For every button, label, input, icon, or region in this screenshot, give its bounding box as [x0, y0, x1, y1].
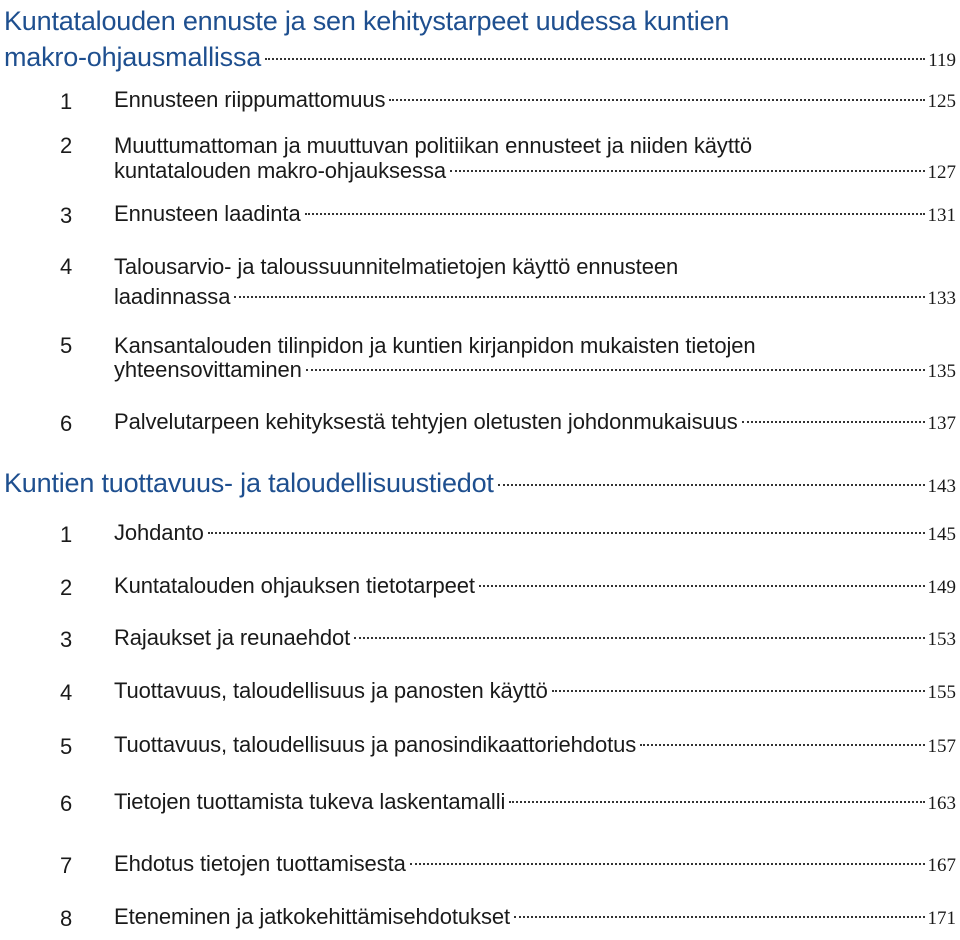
- item-number: 4: [60, 254, 73, 279]
- toc-entry[interactable]: [114, 851, 956, 883]
- page-number: 149: [927, 577, 956, 598]
- item-number: 3: [60, 627, 73, 652]
- entry-title: yhteensovittaminen: [114, 357, 302, 382]
- item-number: 4: [60, 680, 73, 705]
- toc-entry[interactable]: [114, 409, 956, 441]
- toc-entry[interactable]: [114, 573, 956, 605]
- entry-title: Tietojen tuottamista tukeva laskentamalli: [114, 789, 506, 814]
- dot-leader: [354, 637, 924, 639]
- toc-entry[interactable]: [114, 87, 956, 119]
- entry-title: Tuottavuus, taloudellisuus ja panosindikaattoriehdotus: [114, 732, 637, 757]
- item-number: 6: [60, 411, 73, 436]
- entry-title: Kuntatalouden ohjauksen tietotarpeet: [114, 573, 475, 598]
- dot-leader: [498, 484, 925, 486]
- entry-title: kuntatalouden makro-ohjauksessa: [114, 158, 446, 183]
- page-number: 133: [927, 288, 956, 309]
- dot-leader: [450, 170, 925, 172]
- section-title: Kuntatalouden ennuste ja sen kehitystarpeet uudessa kuntien: [4, 6, 730, 36]
- item-number: 2: [60, 575, 73, 600]
- dot-leader: [640, 744, 924, 746]
- item-number: 2: [60, 133, 73, 158]
- entry-title: Muuttumattoman ja muuttuvan politiikan ennusteet ja niiden käyttö: [114, 133, 752, 158]
- entry-title: Ennusteen laadinta: [114, 201, 301, 226]
- item-number: 7: [60, 853, 73, 878]
- toc-entry[interactable]: [114, 158, 956, 190]
- dot-leader: [389, 99, 924, 101]
- item-number: 8: [60, 906, 73, 931]
- entry-title: Tuottavuus, taloudellisuus ja panosten käyttö: [114, 678, 548, 703]
- dot-leader: [410, 863, 925, 865]
- entry-title: Kansantalouden tilinpidon ja kuntien kirjanpidon mukaisten tietojen: [114, 333, 756, 358]
- page-number: 145: [927, 524, 956, 545]
- page-number: 167: [927, 855, 956, 876]
- page-number: 135: [927, 361, 956, 382]
- entry-title: Johdanto: [114, 520, 204, 545]
- toc-entry[interactable]: [114, 520, 956, 552]
- entry-title: Ennusteen riippumattomuus: [114, 87, 386, 112]
- dot-leader: [479, 585, 925, 587]
- entry-title: Rajaukset ja reunaehdot: [114, 625, 351, 650]
- section-title: Kuntien tuottavuus- ja taloudellisuustiedot: [4, 468, 494, 498]
- page-number: 157: [927, 736, 956, 757]
- dot-leader: [742, 421, 925, 423]
- dot-leader: [265, 58, 925, 60]
- toc-entry[interactable]: [114, 732, 956, 764]
- page-number: 171: [927, 908, 956, 929]
- item-number: 3: [60, 203, 73, 228]
- page-number: 127: [927, 162, 956, 183]
- toc-entry[interactable]: [114, 284, 956, 316]
- toc-entry[interactable]: [114, 357, 956, 389]
- toc-section-entry[interactable]: [4, 42, 956, 74]
- toc-entry[interactable]: [114, 625, 956, 657]
- entry-title: laadinnassa: [114, 284, 231, 309]
- entry-title: Palvelutarpeen kehityksestä tehtyjen oletusten johdonmukaisuus: [114, 409, 738, 434]
- page-number: 153: [927, 629, 956, 650]
- toc-section-entry[interactable]: [4, 468, 956, 500]
- page-number: 131: [927, 205, 956, 226]
- page-number: 155: [927, 682, 956, 703]
- page-number: 125: [927, 91, 956, 112]
- page-number: 143: [927, 476, 956, 497]
- dot-leader: [208, 532, 925, 534]
- page-number: 137: [927, 413, 956, 434]
- page-number: 119: [928, 50, 956, 71]
- dot-leader: [552, 690, 925, 692]
- toc-entry[interactable]: [114, 678, 956, 710]
- item-number: 5: [60, 734, 73, 759]
- dot-leader: [306, 369, 925, 371]
- item-number: 6: [60, 791, 73, 816]
- entry-title: Eteneminen ja jatkokehittämisehdotukset: [114, 904, 510, 929]
- dot-leader: [234, 296, 924, 298]
- section-title: makro-ohjausmallissa: [4, 42, 262, 72]
- page-number: 163: [927, 793, 956, 814]
- dot-leader: [305, 213, 925, 215]
- dot-leader: [514, 916, 925, 918]
- entry-title: Ehdotus tietojen tuottamisesta: [114, 851, 406, 876]
- dot-leader: [509, 801, 924, 803]
- entry-title: Talousarvio- ja taloussuunnitelmatietojen käyttö ennusteen: [114, 254, 679, 279]
- item-number: 1: [60, 89, 73, 114]
- toc-entry[interactable]: [114, 201, 956, 233]
- item-number: 1: [60, 522, 73, 547]
- item-number: 5: [60, 333, 73, 358]
- toc-entry[interactable]: [114, 904, 956, 936]
- toc-entry[interactable]: [114, 789, 956, 821]
